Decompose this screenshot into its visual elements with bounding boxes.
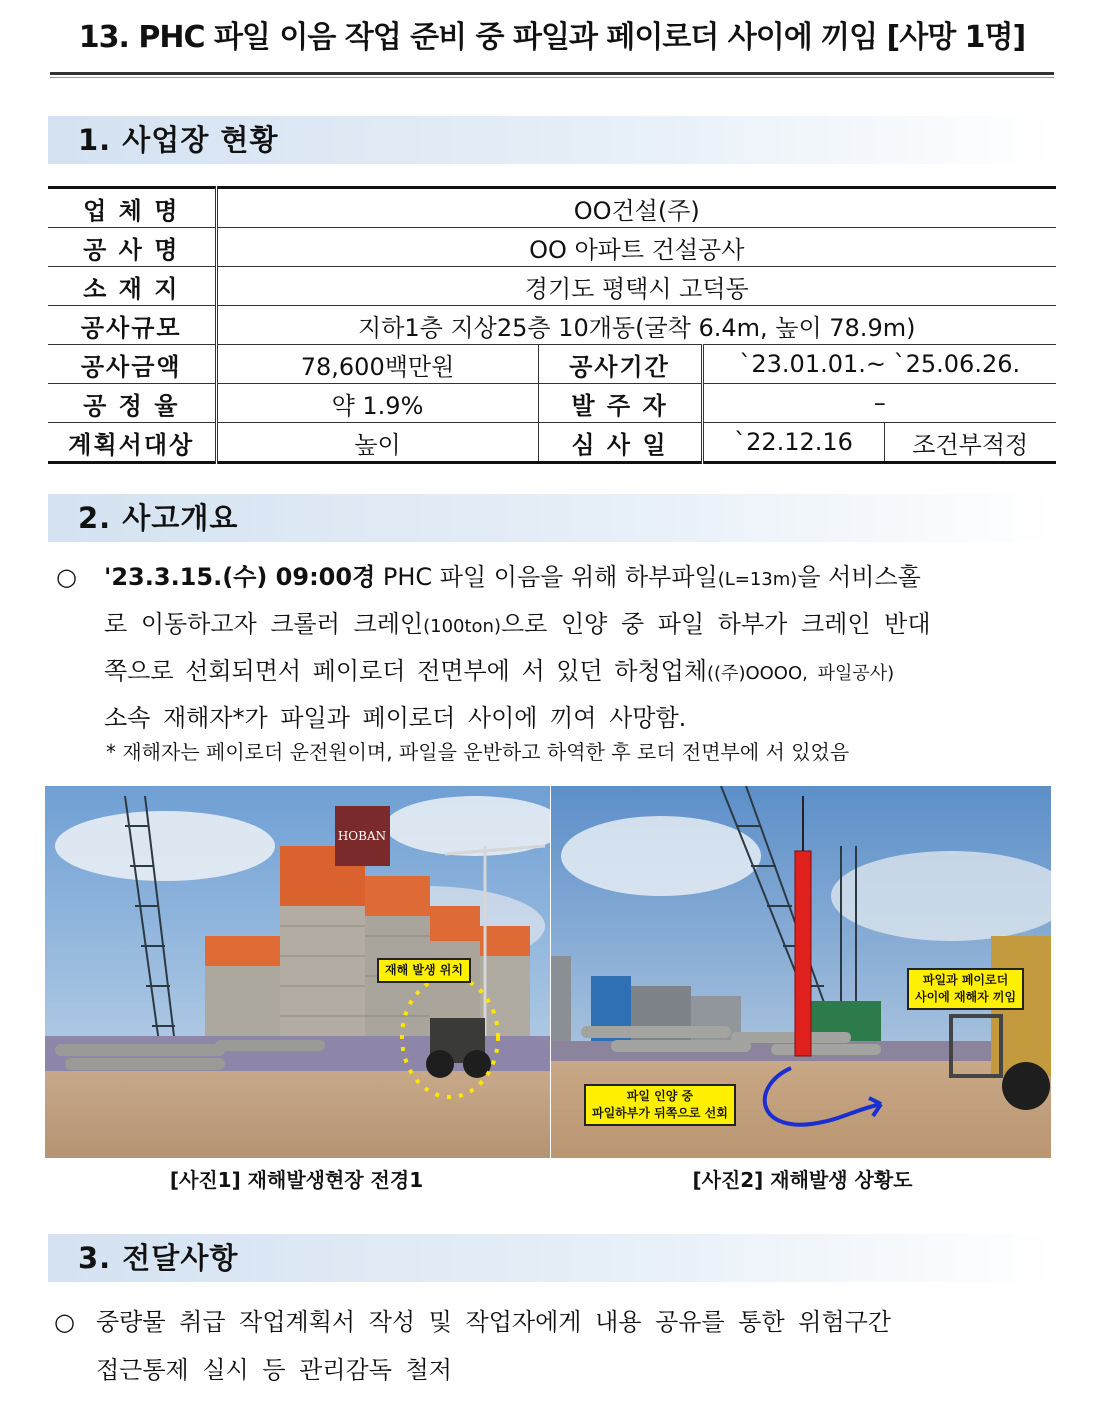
subcontractor: ((주)OOOO, 파일공사)	[707, 663, 895, 684]
key-points	[54, 1300, 1058, 1392]
progress-value: 약 1.9%	[216, 384, 538, 423]
bullet-circle: ○	[54, 1308, 75, 1336]
table-row	[48, 267, 1056, 306]
accident-summary-text	[104, 555, 1060, 740]
review-label: 심 사 일	[538, 423, 702, 463]
summary-text: 을 서비스홀	[797, 563, 921, 591]
amount-value: 78,600백만원	[216, 345, 538, 384]
key-points-line-2: 접근통제 실시 등 관리감독 철저	[96, 1356, 452, 1384]
table-row	[48, 228, 1056, 267]
bullet-circle: ○	[56, 563, 77, 591]
page-title: 13. PHC 파일 이음 작업 준비 중 파일과 페이로더 사이에 끼임 [사망 1명]	[78, 20, 1026, 55]
photo-accident-diagram	[551, 786, 1051, 1158]
section-heading-key-points: 3. 전달사항	[48, 1234, 1056, 1282]
company-label: 업 체 명	[48, 188, 216, 228]
crane-capacity: (100ton)	[423, 616, 501, 637]
site-overview-image	[45, 786, 550, 1158]
table-row	[48, 384, 1056, 423]
title-divider	[50, 72, 1054, 75]
table-row	[48, 306, 1056, 345]
label-line: 사이에 재해자 끼임	[915, 990, 1017, 1004]
pile-length: (L=13m)	[717, 569, 798, 590]
summary-line-2	[104, 602, 1060, 649]
scale-value: 지하1층 지상25층 10개동(굴착 6.4m, 높이 78.9m)	[216, 306, 1056, 345]
accident-location-label: 재해 발생 위치	[377, 958, 471, 983]
client-value: –	[702, 384, 1056, 423]
accident-summary	[56, 555, 1060, 740]
period-value: `23.01.01.~ `25.06.26.	[702, 345, 1056, 384]
section-heading-site-status: 1. 사업장 현황	[48, 116, 1056, 164]
label-line: 파일과 페이로더	[922, 973, 1009, 987]
scale-label: 공사규모	[48, 306, 216, 345]
plan-value: 높이	[216, 423, 538, 463]
photo1-caption: [사진1] 재해발생현장 전경1	[169, 1168, 424, 1192]
review-date: `22.12.16	[702, 423, 884, 463]
review-result: 조건부적정	[884, 423, 1056, 463]
project-value: OO 아파트 건설공사	[216, 228, 1056, 267]
company-value: OO건설(주)	[216, 188, 1056, 228]
summary-line-4: 소속 재해자*가 파일과 페이로더 사이에 끼여 사망함.	[104, 704, 687, 732]
label-line: 파일하부가 뒤쪽으로 선회	[592, 1106, 728, 1120]
table-row	[48, 423, 1056, 463]
summary-text: 쪽으로 선회되면서 페이로더 전면부에 서 있던 하청업체	[104, 657, 708, 685]
location-label: 소 재 지	[48, 267, 216, 306]
amount-label: 공사금액	[48, 345, 216, 384]
pile-swing-label	[584, 1084, 736, 1126]
title-divider-thin	[50, 77, 1054, 78]
building-sign: HOBAN	[337, 829, 387, 843]
location-value: 경기도 평택시 고덕동	[216, 267, 1056, 306]
photo-site-overview	[45, 786, 550, 1158]
summary-line-1	[104, 555, 1060, 602]
summary-text: 으로 인양 중 파일 하부가 크레인 반대	[501, 610, 931, 638]
summary-text: 로 이동하고자 크롤러 크레인	[104, 610, 424, 638]
progress-label: 공 정 율	[48, 384, 216, 423]
client-label: 발 주 자	[538, 384, 702, 423]
period-label: 공사기간	[538, 345, 702, 384]
table-row	[48, 345, 1056, 384]
plan-label: 계획서대상	[48, 423, 216, 463]
summary-line-3	[104, 649, 1060, 696]
key-points-line-1: 중량물 취급 작업계획서 작성 및 작업자에게 내용 공유를 통한 위험구간	[96, 1308, 891, 1336]
photo2-caption: [사진2] 재해발생 상황도	[692, 1168, 913, 1192]
table-row	[48, 188, 1056, 228]
victim-note: * 재해자는 페이로더 운전원이며, 파일을 운반하고 하역한 후 로더 전면부에 서 있었음	[106, 740, 850, 764]
site-info-table	[48, 186, 1056, 464]
accident-datetime: '23.3.15.(수) 09:00경	[104, 563, 376, 591]
victim-caught-label	[907, 968, 1024, 1010]
summary-text: PHC 파일 이음을 위해 하부파일	[375, 563, 718, 591]
project-label: 공 사 명	[48, 228, 216, 267]
label-line: 파일 인양 중	[626, 1089, 694, 1103]
key-points-text	[96, 1300, 1058, 1392]
section-heading-accident-overview: 2. 사고개요	[48, 494, 1056, 542]
